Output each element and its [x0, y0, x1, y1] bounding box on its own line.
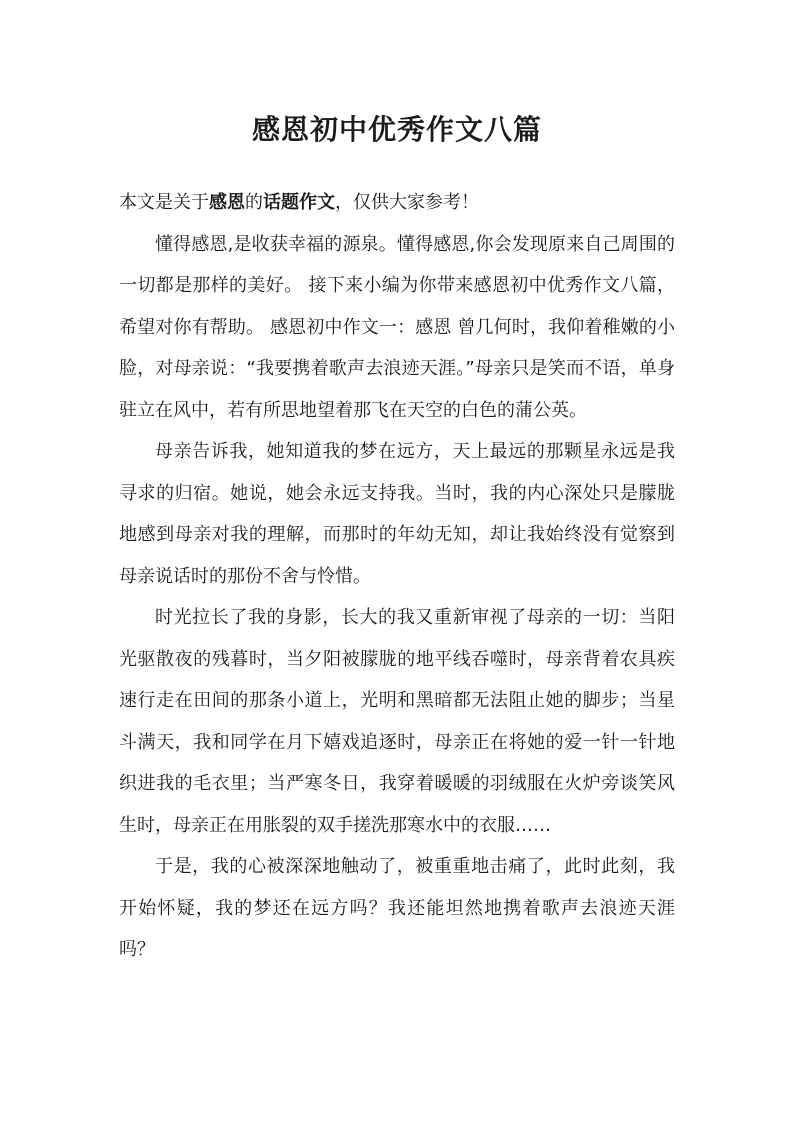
- intro-suffix: ，仅供大家参考！: [335, 192, 479, 213]
- paragraph-3: 时光拉长了我的身影，长大的我又重新审视了母亲的一切：当阳光驱散夜的残暮时，当夕阳被朦胧的地平线吞噬时，母亲背着农具疾速行走在田间的那条小道上，光明和黑暗都无法阻止她的脚步；当星斗满天，我和同学在月下嬉戏追逐时，母亲正在将她的爱一针一针地织进我的毛衣里；当严寒冬日，我穿着暖暖的羽绒服在火炉旁谈笑风生时，母亲正在用胀裂的双手搓洗那寒水中的衣服……: [119, 607, 675, 836]
- intro-keyword-topic-essay: 话题作文: [263, 192, 335, 213]
- paragraph-1: 懂得感恩,是收获幸福的源泉。懂得感恩,你会发现原来自己周围的一切都是那样的美好。 接下来小编为你带来感恩初中优秀作文八篇，希望对你有帮助。 感恩初中作文一：感恩 曾几何时，我仰着稚嫩的小脸，对母亲说：“我要携着歌声去浪迹天涯。”母亲只是笑而不语，单身驻立在风中，若有所思地望着那飞在天空的白色的蒲公英。: [119, 233, 675, 421]
- intro-connector: 的: [245, 192, 263, 213]
- document-title: 感恩初中优秀作文八篇: [251, 113, 542, 146]
- intro-keyword-gratitude: 感恩: [209, 192, 245, 213]
- intro-prefix: 本文是关于: [119, 192, 209, 213]
- paragraph-4: 于是，我的心被深深地触动了，被重重地击痛了，此时此刻，我开始怀疑，我的梦还在远方吗？我还能坦然地携着歌声去浪迹天涯吗？: [119, 856, 675, 960]
- intro-line: [119, 182, 675, 224]
- paragraph-2: 母亲告诉我，她知道我的梦在远方，天上最远的那颗星永远是我寻求的归宿。她说，她会永远支持我。当时，我的内心深处只是朦胧地感到母亲对我的理解，而那时的年幼无知，却让我始终没有觉察到母亲说话时的那份不舍与怜惜。: [119, 441, 675, 587]
- document-body: [119, 182, 675, 971]
